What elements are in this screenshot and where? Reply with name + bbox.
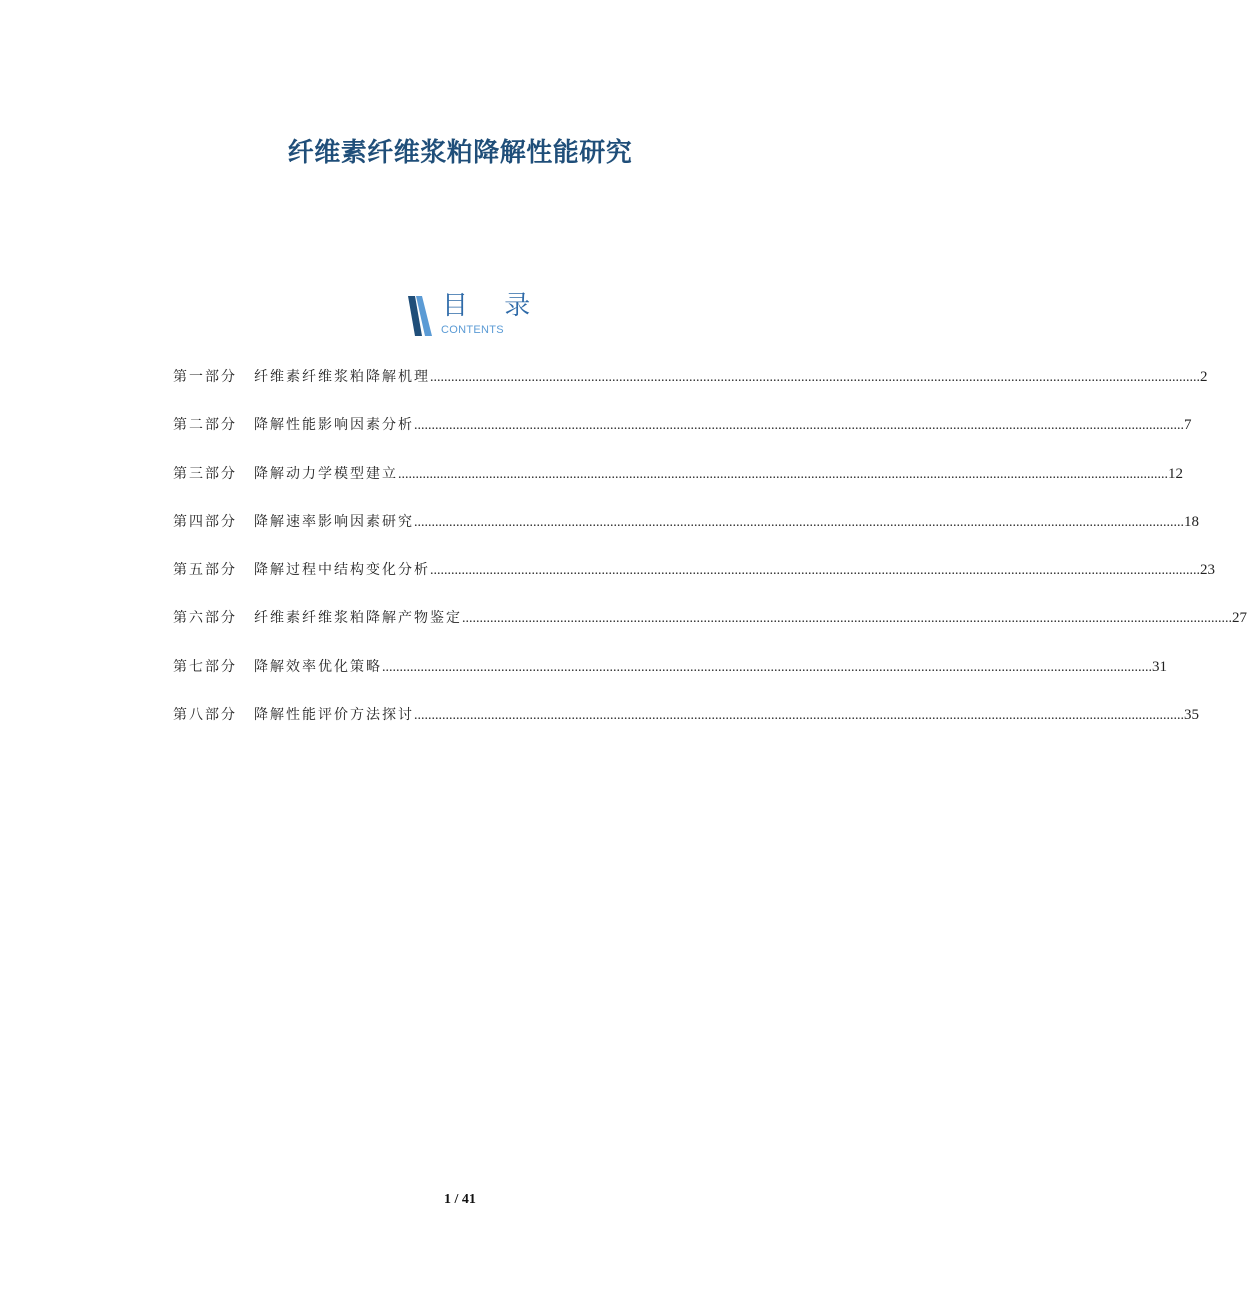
toc-entry-part: 第二部分 — [173, 417, 237, 434]
toc-leader-dots: ............................................................................................................................................................................................................................ — [414, 514, 1184, 530]
toc-entry-title: 降解性能评价方法探讨 — [254, 707, 414, 724]
toc-logo-icon — [406, 294, 436, 338]
toc-subheading: CONTENTS — [441, 324, 504, 336]
toc-entry-part: 第三部分 — [173, 465, 237, 482]
toc-entry-title: 降解速率影响因素研究 — [254, 513, 414, 530]
toc-leader-dots: ............................................................................................................................................................................................................................ — [398, 466, 1168, 482]
toc-leader-dots: ............................................................................................................................................................................................................................ — [462, 611, 1232, 627]
toc-entry[interactable] — [173, 510, 1199, 534]
toc-entry-page: 23 — [1200, 562, 1215, 579]
toc-header — [406, 291, 545, 340]
toc-entry-part: 第八部分 — [173, 707, 237, 724]
toc-entry[interactable] — [173, 655, 1167, 679]
toc-entry-part: 第一部分 — [173, 369, 237, 385]
toc-entry-page: 12 — [1168, 465, 1183, 482]
toc-entry-page: 27 — [1232, 610, 1247, 627]
toc-entry-page: 2 — [1200, 369, 1208, 385]
toc-leader-dots: ............................................................................................................................................................................................................................ — [430, 563, 1200, 579]
toc-entry-part: 第四部分 — [173, 513, 237, 530]
toc-entry-title: 降解动力学模型建立 — [254, 465, 398, 482]
toc-entry[interactable] — [173, 558, 1215, 582]
document-title: 纤维素纤维浆粕降解性能研究 — [287, 138, 633, 169]
toc-entry-page: 18 — [1184, 513, 1199, 530]
toc-entry[interactable] — [173, 413, 1192, 437]
toc-entry-title: 纤维素纤维浆粕降解产物鉴定 — [254, 610, 462, 627]
toc-entry[interactable] — [173, 606, 1247, 630]
toc-entry[interactable] — [173, 703, 1199, 727]
toc-heading: 目 录 — [442, 291, 545, 321]
toc-entry-page: 7 — [1184, 417, 1192, 434]
toc-entry[interactable] — [173, 365, 1208, 389]
toc-entry-title: 降解过程中结构变化分析 — [254, 562, 430, 579]
table-of-contents — [173, 365, 1247, 751]
toc-entry-part: 第五部分 — [173, 562, 237, 579]
toc-leader-dots: ............................................................................................................................................................................................................................ — [414, 418, 1184, 434]
toc-entry-part: 第六部分 — [173, 610, 237, 627]
toc-leader-dots: ............................................................................................................................................................................................................................ — [430, 370, 1200, 385]
toc-leader-dots: ............................................................................................................................................................................................................................ — [382, 659, 1152, 675]
toc-entry-page: 31 — [1152, 658, 1167, 675]
page-number: 1 / 41 — [444, 1192, 476, 1207]
toc-entry-part: 第七部分 — [173, 658, 237, 675]
toc-entry-title: 纤维素纤维浆粕降解机理 — [254, 369, 430, 385]
toc-entry-title: 降解性能影响因素分析 — [254, 417, 414, 434]
toc-entry[interactable] — [173, 462, 1183, 486]
toc-leader-dots: ............................................................................................................................................................................................................................ — [414, 708, 1184, 724]
toc-entry-title: 降解效率优化策略 — [254, 658, 382, 675]
toc-entry-page: 35 — [1184, 707, 1199, 724]
